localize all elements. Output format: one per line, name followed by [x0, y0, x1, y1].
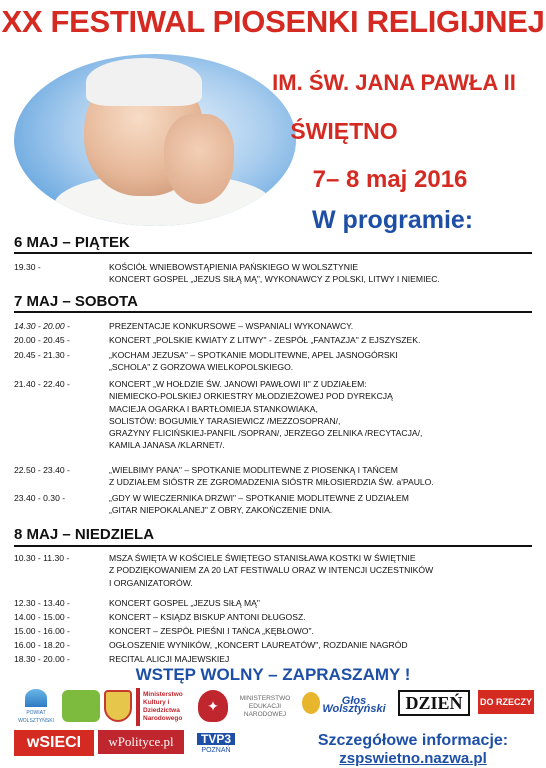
- event-row: 18.30 - 20.00 - RECITAL ALICJI MAJEWSKIEJ: [14, 654, 230, 664]
- event-row: 20.45 - 21.30 - „KOCHAM JEZUSA" – SPOTKANIE MODLITEWNE, APEL JASNOGÓRSKI „SCHOLA" Z GORZOWA WIELKOPOLSKIEGO.: [14, 350, 398, 373]
- place-line: ŚWIĘTNO: [290, 118, 398, 144]
- divider: [14, 545, 532, 547]
- program-heading: W programie:: [312, 206, 474, 234]
- divider: [14, 252, 532, 254]
- festival-title: XX FESTIWAL PIOSENKI RELIGIJNEJ: [1, 4, 545, 39]
- ministry-education-logo: MINISTERSTWO EDUKACJI NARODOWEJ: [239, 695, 291, 718]
- event-row: 15.00 - 16.00 - KONCERT – ZESPÓŁ PIEŚNI I TAŃCA „KĘBŁOWO".: [14, 626, 314, 636]
- patron-line: IM. ŚW. JANA PAWŁA II: [272, 70, 516, 95]
- event-row: 23.40 - 0.30 - „GDY W WIECZERNIKA DRZWI" – SPOTKANIE MODLITEWNE Z UDZIAŁEM „GITAR NIEPOKALANEJ" Z OBRY, ZAKOŃCZENIE DNIA.: [14, 493, 409, 516]
- emblem-icon: [302, 692, 320, 714]
- ministry-culture-logo: Ministerstwo Kultury i Dziedzictwa Narodowego: [136, 688, 194, 726]
- event-time: 20.00 - 20.45 -: [14, 335, 70, 345]
- event-time: 16.00 - 18.20 -: [14, 640, 70, 650]
- event-time: 14.00 - 15.00 -: [14, 612, 70, 622]
- glos-logo: Głos Wolsztyński: [322, 695, 386, 715]
- event-row: 10.30 - 11.30 - MSZA ŚWIĘTA W KOŚCIELE ŚWIĘTEGO STANISŁAWA KOSTKI W ŚWIĘTNIE Z PODZIĘKOWANIEM ZA 20 LAT FESTIWALU ORAZ W INTENCJI UCZESTNIKÓW I ORGANIZATORÓW.: [14, 553, 434, 588]
- event-time: 10.30 - 11.30 -: [14, 553, 70, 563]
- day-title: 6 MAJ – PIĄTEK: [14, 234, 130, 251]
- event-time: 12.30 - 13.40 -: [14, 598, 70, 608]
- event-time: 14.30 - 20.00 -: [14, 321, 70, 331]
- event-row: 19.30 - KOŚCIÓŁ WNIEBOWSTĄPIENIA PAŃSKIEGO W WOLSZTYNIE KONCERT GOSPEL „JEZUS SIŁĄ MĄ", WYKONAWCY Z POLSKI, LITWY I NIEMIEC.: [14, 262, 440, 285]
- event-row: 16.00 - 18.20 - OGŁOSZENIE WYNIKÓW, „KONCERT LAUREATÓW", ROZDANIE NAGRÓD: [14, 640, 408, 650]
- event-row: 21.40 - 22.40 - KONCERT „W HOŁDZIE ŚW. JANOWI PAWŁOWI II" Z UDZIAŁEM: NIEMIECKO-POLSKIEJ ORKIESTRY MŁODZIEŻOWEJ POD DYREKCJĄ MACIEJA OGARKA I BARTŁOMIEJA STANKOWIAKA, SOLISTÓW: BOGUMIŁY TARASIEWICZ /MEZZOSOPRAN/, GRAŻYNY FLICIŃSKIEJ-PANFIL /SOPRAN/, JERZEGO ZELNIKA /RECYTACJA/, KAMILA JANASA /KLARNET/.: [14, 379, 423, 451]
- event-row: 12.30 - 13.40 - KONCERT GOSPEL „JEZUS SIŁĄ MĄ": [14, 598, 260, 608]
- info-link[interactable]: zspswietno.nazwa.pl: [339, 750, 487, 767]
- event-time: 19.30 -: [14, 262, 41, 272]
- event-time: 22.50 - 23.40 -: [14, 465, 70, 475]
- event-row: 22.50 - 23.40 - „WIELBIMY PANA" – SPOTKANIE MODLITEWNE Z PIOSENKĄ I TAŃCEM Z UDZIAŁEM SIÓSTR ZE ZGROMADZENIA SIÓSTR MIŁOSIERDZIA ŚW. a'PAULO.: [14, 465, 434, 488]
- date-line: 7– 8 maj 2016: [312, 166, 468, 193]
- powiat-logo: POWIAT WOLSZTYŃSKI: [14, 688, 58, 726]
- free-entry-banner: WSTĘP WOLNY – ZAPRASZAMY !: [135, 665, 411, 684]
- event-time: 18.30 - 20.00 -: [14, 654, 70, 664]
- event-row: 14.00 - 15.00 - KONCERT – KSIĄDZ BISKUP ANTONI DŁUGOSZ.: [14, 612, 306, 622]
- event-row: 14.30 - 20.00 - PREZENTACJE KONKURSOWE – WSPANIALI WYKONAWCY.: [14, 321, 354, 331]
- event-row: 20.00 - 20.45 - KONCERT „POLSKIE KWIATY Z LITWY" - ZESPÓŁ „FANTAZJA" Z EJSZYSZEK.: [14, 335, 421, 345]
- day-title: 8 MAJ – NIEDZIELA: [14, 526, 155, 543]
- gmina-logo: [62, 690, 100, 722]
- polish-eagle-icon: ✦: [198, 690, 228, 722]
- do-rzeczy-logo: DO RZECZY: [478, 690, 534, 714]
- wsieci-logo: wSIECI: [14, 730, 94, 756]
- day-title: 7 MAJ – SOBOTA: [14, 293, 138, 310]
- event-time: 23.40 - 0.30 -: [14, 493, 66, 503]
- event-time: 21.40 - 22.40 -: [14, 379, 70, 389]
- event-time: 15.00 - 16.00 -: [14, 626, 70, 636]
- wpolityce-logo: wPolityce.pl: [98, 730, 184, 754]
- info-label: Szczegółowe informacje:: [317, 732, 509, 749]
- coat-of-arms-icon: [104, 690, 132, 722]
- event-time: 20.45 - 21.30 -: [14, 350, 70, 360]
- dzien-logo: DZIEŃ: [398, 690, 470, 716]
- divider: [14, 311, 532, 313]
- tvp-logo: TVP3 POZNAŃ: [192, 726, 240, 762]
